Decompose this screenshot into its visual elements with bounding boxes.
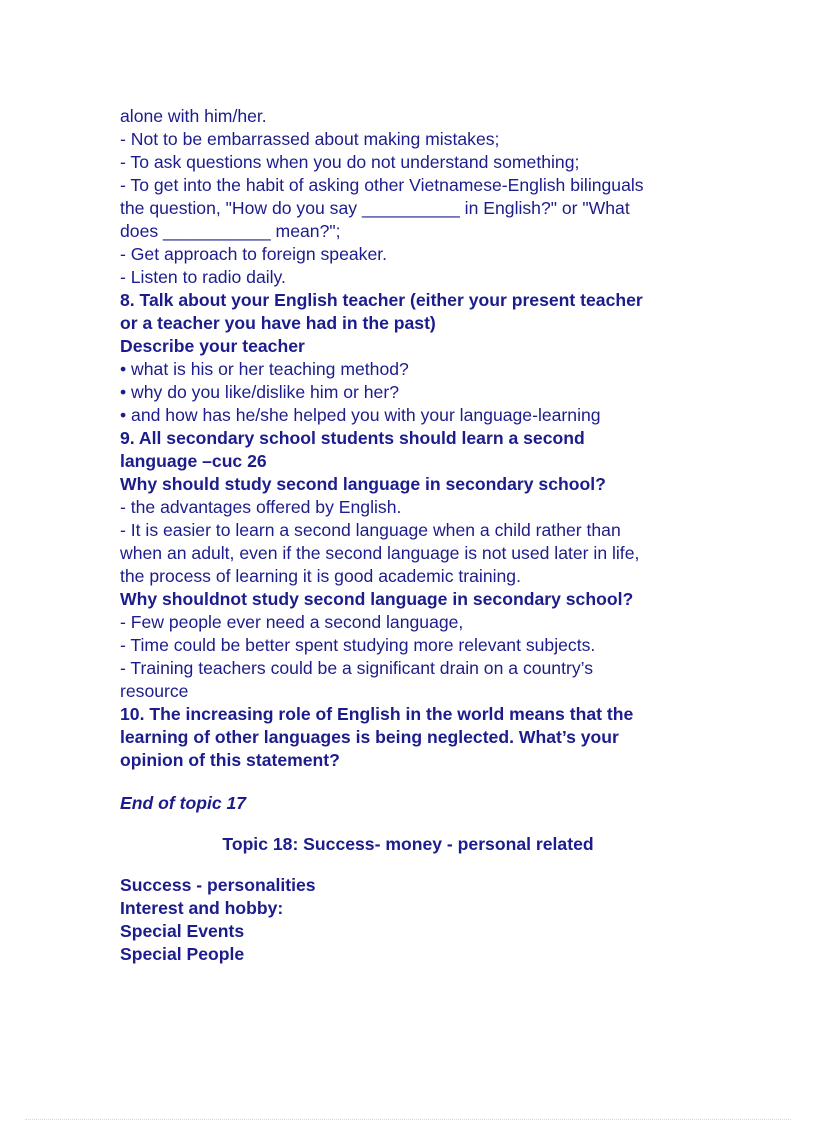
text-line: - To ask questions when you do not understand something; — [120, 152, 580, 172]
spacer — [120, 772, 720, 792]
text-line: - Get approach to foreign speaker. — [120, 244, 387, 264]
document-page — [120, 105, 720, 966]
q10-title: 10. The increasing role of English in the world means that the — [120, 704, 634, 724]
q8-title: or a teacher you have had in the past) — [120, 313, 436, 333]
topic-18-title: Topic 18: Success- money - personal related — [222, 834, 594, 854]
text-line: alone with him/her. — [120, 106, 267, 126]
q8-bullet: • what is his or her teaching method? — [120, 359, 409, 379]
q9-whynot-heading: Why shouldnot study second language in secondary school? — [120, 589, 634, 609]
q9-whynot-point: resource — [120, 681, 189, 701]
q9-whynot-point: - Training teachers could be a significant drain on a country’s — [120, 658, 594, 678]
q10-title: learning of other languages is being neglected. What’s your — [120, 727, 619, 747]
q9-why-point: the process of learning it is good academic training. — [120, 566, 521, 586]
q8-title: 8. Talk about your English teacher (either your present teacher — [120, 290, 643, 310]
text-line: the question, "How do you say __________ in English?" or "What — [120, 198, 630, 218]
spacer — [120, 856, 720, 874]
q9-whynot-point: - Time could be better spent studying more relevant subjects. — [120, 635, 596, 655]
q8-bullet: • why do you like/dislike him or her? — [120, 382, 399, 402]
q9-whynot-point: - Few people ever need a second language, — [120, 612, 464, 632]
page-bottom-rule — [25, 1119, 791, 1120]
q8-bullet: • and how has he/she helped you with your language-learning — [120, 405, 601, 425]
q9-title: language –cuc 26 — [120, 451, 267, 471]
text-line: - Listen to radio daily. — [120, 267, 286, 287]
q9-why-heading: Why should study second language in secondary school? — [120, 474, 606, 494]
q10-title: opinion of this statement? — [120, 750, 340, 770]
q9-why-point: - the advantages offered by English. — [120, 497, 402, 517]
topic-18-item: Special People — [120, 944, 245, 964]
spacer — [120, 815, 720, 833]
q9-why-point: when an adult, even if the second language is not used later in life, — [120, 543, 640, 563]
text-line: does ___________ mean?"; — [120, 221, 341, 241]
q9-why-point: - It is easier to learn a second language when a child rather than — [120, 520, 621, 540]
q8-subtitle: Describe your teacher — [120, 336, 305, 356]
topic-18-item: Success - personalities — [120, 875, 316, 895]
text-line: - Not to be embarrassed about making mistakes; — [120, 129, 500, 149]
text-line: - To get into the habit of asking other Vietnamese-English bilinguals — [120, 175, 644, 195]
topic-18-item: Interest and hobby: — [120, 898, 284, 918]
end-of-topic-note: End of topic 17 — [120, 793, 247, 813]
topic-18-item: Special Events — [120, 921, 245, 941]
q9-title: 9. All secondary school students should learn a second — [120, 428, 585, 448]
